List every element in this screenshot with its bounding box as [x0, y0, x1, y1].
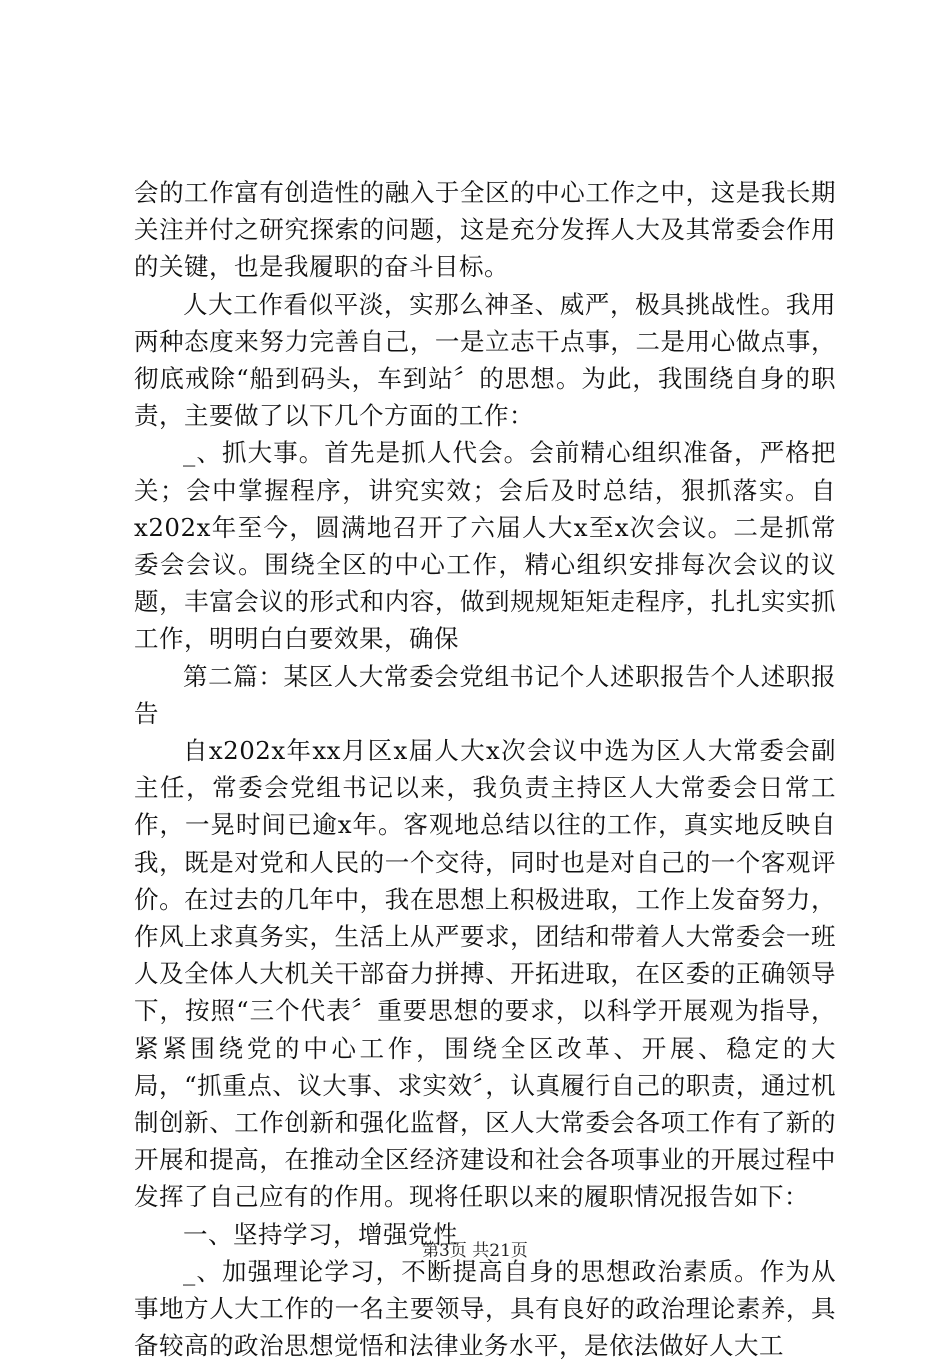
paragraph-attitude: 人大工作看似平淡，实那么神圣、威严，极具挑战性。我用两种态度来努力完善自己，一是立志干点事，二是用心做点事，彻底戒除“船到码头，车到站〞的思想。为此，我围绕自身的职责，主要做了以下几个方面的工作： — [134, 289, 836, 431]
section-heading-study: 一、坚持学习，增强党性 — [183, 1219, 458, 1249]
page-footer: 第3页 共21页 — [422, 1241, 528, 1261]
paragraph-major-affairs: _、抓大事。首先是抓人代会。会前精心组织准备，严格把关；会中掌握程序，讲究实效；会后及时总结，狠抓落实。自x202x年至今，圆满地召开了六届人大x至x次会议。二是抓常委会会议。围绕全区的中心工作，精心组织安排每次会议的议题，丰富会议的形式和内容，做到规规矩矩走程序，扎扎实实抓工作，明明白白要效果，确保 — [134, 438, 836, 654]
section-heading-part-two: 第二篇：某区人大常委会党组书记个人述职报告个人述职报告 — [134, 661, 836, 728]
paragraph-theory-study: _、加强理论学习，不断提高自身的思想政治素质。作为从事地方人大工作的一名主要领导，具有良好的政治理论素养，具备较高的政治思想觉悟和法律业务水平，是依法做好人大工 — [134, 1256, 836, 1361]
paragraph-report-intro: 自x202x年xx月区x届人大x次会议中选为区人大常委会副主任，常委会党组书记以来，我负责主持区人大常委会日常工作，一晃时间已逾x年。客观地总结以往的工作，真实地反映自我，既是对党和人民的一个交待，同时也是对自己的一个客观评价。在过去的几年中，我在思想上积极进取，工作上发奋努力，作风上求真务实，生活上从严要求，团结和带着人大常委会一班人及全体人大机关干部奋力拼搏、开拓进取，在区委的正确领导下，按照“三个代表〞重要思想的要求，以科学开展观为指导，紧紧围绕党的中心工作，围绕全区改革、开展、稳定的大局，“抓重点、议大事、求实效〞，认真履行自己的职责，通过机制创新、工作创新和强化监督，区人大常委会各项工作有了新的开展和提高，在推动全区经济建设和社会各项事业的开展过程中发挥了自己应有的作用。现将任职以来的履职情况报告如下： — [134, 736, 836, 1212]
paragraph-continuation: 会的工作富有创造性的融入于全区的中心工作之中，这是我长期关注并付之研究探索的问题，这是充分发挥人大及其常委会作用的关键，也是我履职的奋斗目标。 — [134, 178, 836, 282]
document-body — [134, 174, 836, 1365]
